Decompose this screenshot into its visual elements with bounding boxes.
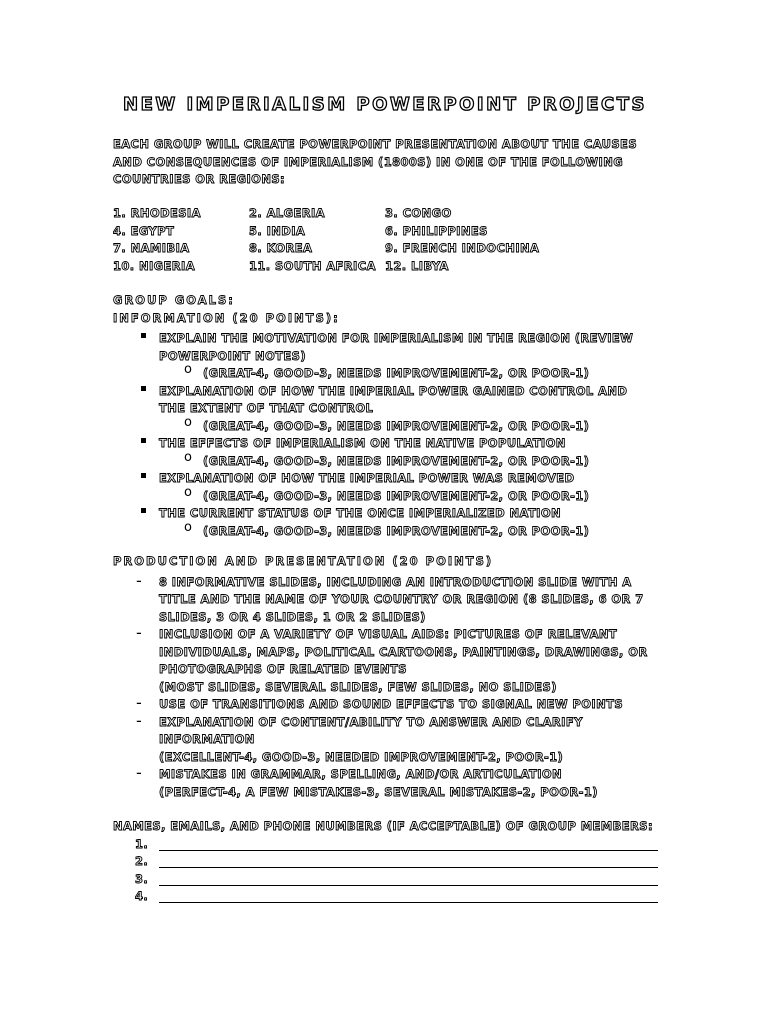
region-item: 5. INDIA [249,223,306,238]
info-item-cont: POWERPOINT NOTES) [159,348,306,363]
production-item: - USE OF TRANSITIONS AND SOUND EFFECTS TO SIGNAL NEW POINTS [136,693,624,712]
circle-bullet-icon: o [184,362,192,377]
dash-bullet-icon: - [136,763,142,782]
page-title: NEW IMPERIALISM POWERPOINT PROJECTS [123,94,647,115]
region-item: 4. EGYPT [113,223,175,238]
intro-line: COUNTRIES OR REGIONS: [113,172,286,186]
member-number: 2. [135,854,149,868]
dash-bullet-icon: - [136,693,142,712]
info-rubric: o (GREAT-4, GOOD-3, NEEDS IMPROVEMENT-2, OR POOR-1) [184,519,590,538]
circle-bullet-icon: o [184,519,192,535]
dash-bullet-icon: - [136,710,142,730]
intro-line: EACH GROUP WILL CREATE POWERPOINT PRESENTATION ABOUT THE CAUSES [113,137,637,151]
info-rubric: o (GREAT-4, GOOD-3, NEEDS IMPROVEMENT-2, OR POOR-1) [184,484,590,503]
member-line [113,853,658,871]
circle-bullet-icon: o [184,449,192,465]
member-number: 3. [135,871,149,886]
production-item-cont: INDIVIDUALS, MAPS, POLITICAL CARTOONS, PAINTINGS, DRAWINGS, OR [159,644,648,659]
regions-row [113,223,633,241]
member-blank-field [159,850,658,851]
members-heading: NAMES, EMAILS, AND PHONE NUMBERS (IF ACCEPTABLE) OF GROUP MEMBERS: [113,819,653,833]
regions-row [113,258,633,276]
info-item-cont: THE EXTENT OF THAT CONTROL [159,401,374,415]
region-item: 7. NAMIBIA [113,241,190,255]
square-bullet-icon [141,508,146,513]
production-item-cont: INFORMATION [159,732,255,746]
members-section [113,818,658,906]
info-item: EXPLANATION OF HOW THE IMPERIAL POWER WAS REMOVED [113,467,673,485]
production-item-cont: TITLE AND THE NAME OF YOUR COUNTRY OR REGION (8 SLIDES, 6 OR 7 [159,592,644,606]
region-item: 2. ALGERIA [249,206,325,220]
member-blank-field [159,885,658,886]
region-item: 12. LIBYA [385,258,449,273]
circle-bullet-icon: o [184,484,192,500]
info-item: EXPLAIN THE MOTIVATION FOR IMPERIALISM IN THE REGION (REVIEW [113,327,673,345]
production-item: - EXPLANATION OF CONTENT/ABILITY TO ANSWER AND CLARIFY [136,710,583,730]
regions-row [113,205,633,223]
info-item: THE EFFECTS OF IMPERIALISM ON THE NATIVE POPULATION [113,432,673,450]
production-item-cont: PHOTOGRAPHS OF RELATED EVENTS [159,662,407,676]
production-item-cont: (EXCELLENT-4, GOOD-3, NEEDED IMPROVEMENT-2, POOR-1) [159,749,564,764]
production-item-cont: SLIDES, 3 OR 4 SLIDES, 1 OR 2 SLIDES) [159,609,426,624]
region-item: 9. FRENCH INDOCHINA [385,241,540,255]
regions-list [113,205,633,275]
member-line [113,836,658,854]
member-blank-field [159,867,658,868]
production-section [113,553,673,798]
circle-bullet-icon: o [184,414,192,430]
production-item-cont: (PERFECT-4, A FEW MISTAKES-3, SEVERAL MISTAKES-2, POOR-1) [159,784,598,799]
goals-section [113,292,673,537]
production-item-cont: (MOST SLIDES, SEVERAL SLIDES, FEW SLIDES, NO SLIDES) [159,679,557,694]
regions-row [113,240,633,258]
region-item: 1. RHODESIA [113,206,201,220]
region-item: 10. NIGERIA [113,258,196,273]
region-item: 8. KOREA [249,241,313,255]
square-bullet-icon [141,438,146,443]
member-line [113,888,658,906]
region-item: 11. SOUTH AFRICA [249,258,376,273]
info-rubric: o (GREAT-4, GOOD-3, NEEDS IMPROVEMENT-2, OR POOR-1) [184,362,590,380]
square-bullet-icon [141,386,146,391]
info-rubric: o (GREAT-4, GOOD-3, NEEDS IMPROVEMENT-2, OR POOR-1) [184,449,590,468]
intro-line: AND CONSEQUENCES OF IMPERIALISM (1800S) IN ONE OF THE FOLLOWING [113,154,624,169]
member-line [113,871,658,889]
member-number: 1. [135,836,149,851]
intro-paragraph [113,136,637,189]
info-rubric: o (GREAT-4, GOOD-3, NEEDS IMPROVEMENT-2, OR POOR-1) [184,414,590,433]
group-goals-heading: GROUP GOALS: [113,293,235,307]
region-item: 3. CONGO [385,206,452,220]
information-heading: INFORMATION (20 POINTS): [113,310,340,325]
info-item: THE CURRENT STATUS OF THE ONCE IMPERIALIZED NATION [113,502,673,520]
region-item: 6. PHILIPPINES [385,223,488,238]
square-bullet-icon [141,473,146,478]
member-number: 4. [135,889,149,903]
info-item: EXPLANATION OF HOW THE IMPERIAL POWER GAINED CONTROL AND [113,380,673,398]
production-heading: PRODUCTION AND PRESENTATION (20 POINTS) [113,554,494,568]
production-item: - 8 INFORMATIVE SLIDES, INCLUDING AN INTRODUCTION SLIDE WITH A [136,570,632,590]
dash-bullet-icon: - [136,570,142,590]
square-bullet-icon [141,333,146,338]
member-blank-field [159,902,658,903]
dash-bullet-icon: - [136,623,142,642]
production-item: - MISTAKES IN GRAMMAR, SPELLING, AND/OR ARTICULATION [136,763,563,782]
production-item: - INCLUSION OF A VARIETY OF VISUAL AIDS: PICTURES OF RELEVANT [136,623,618,642]
